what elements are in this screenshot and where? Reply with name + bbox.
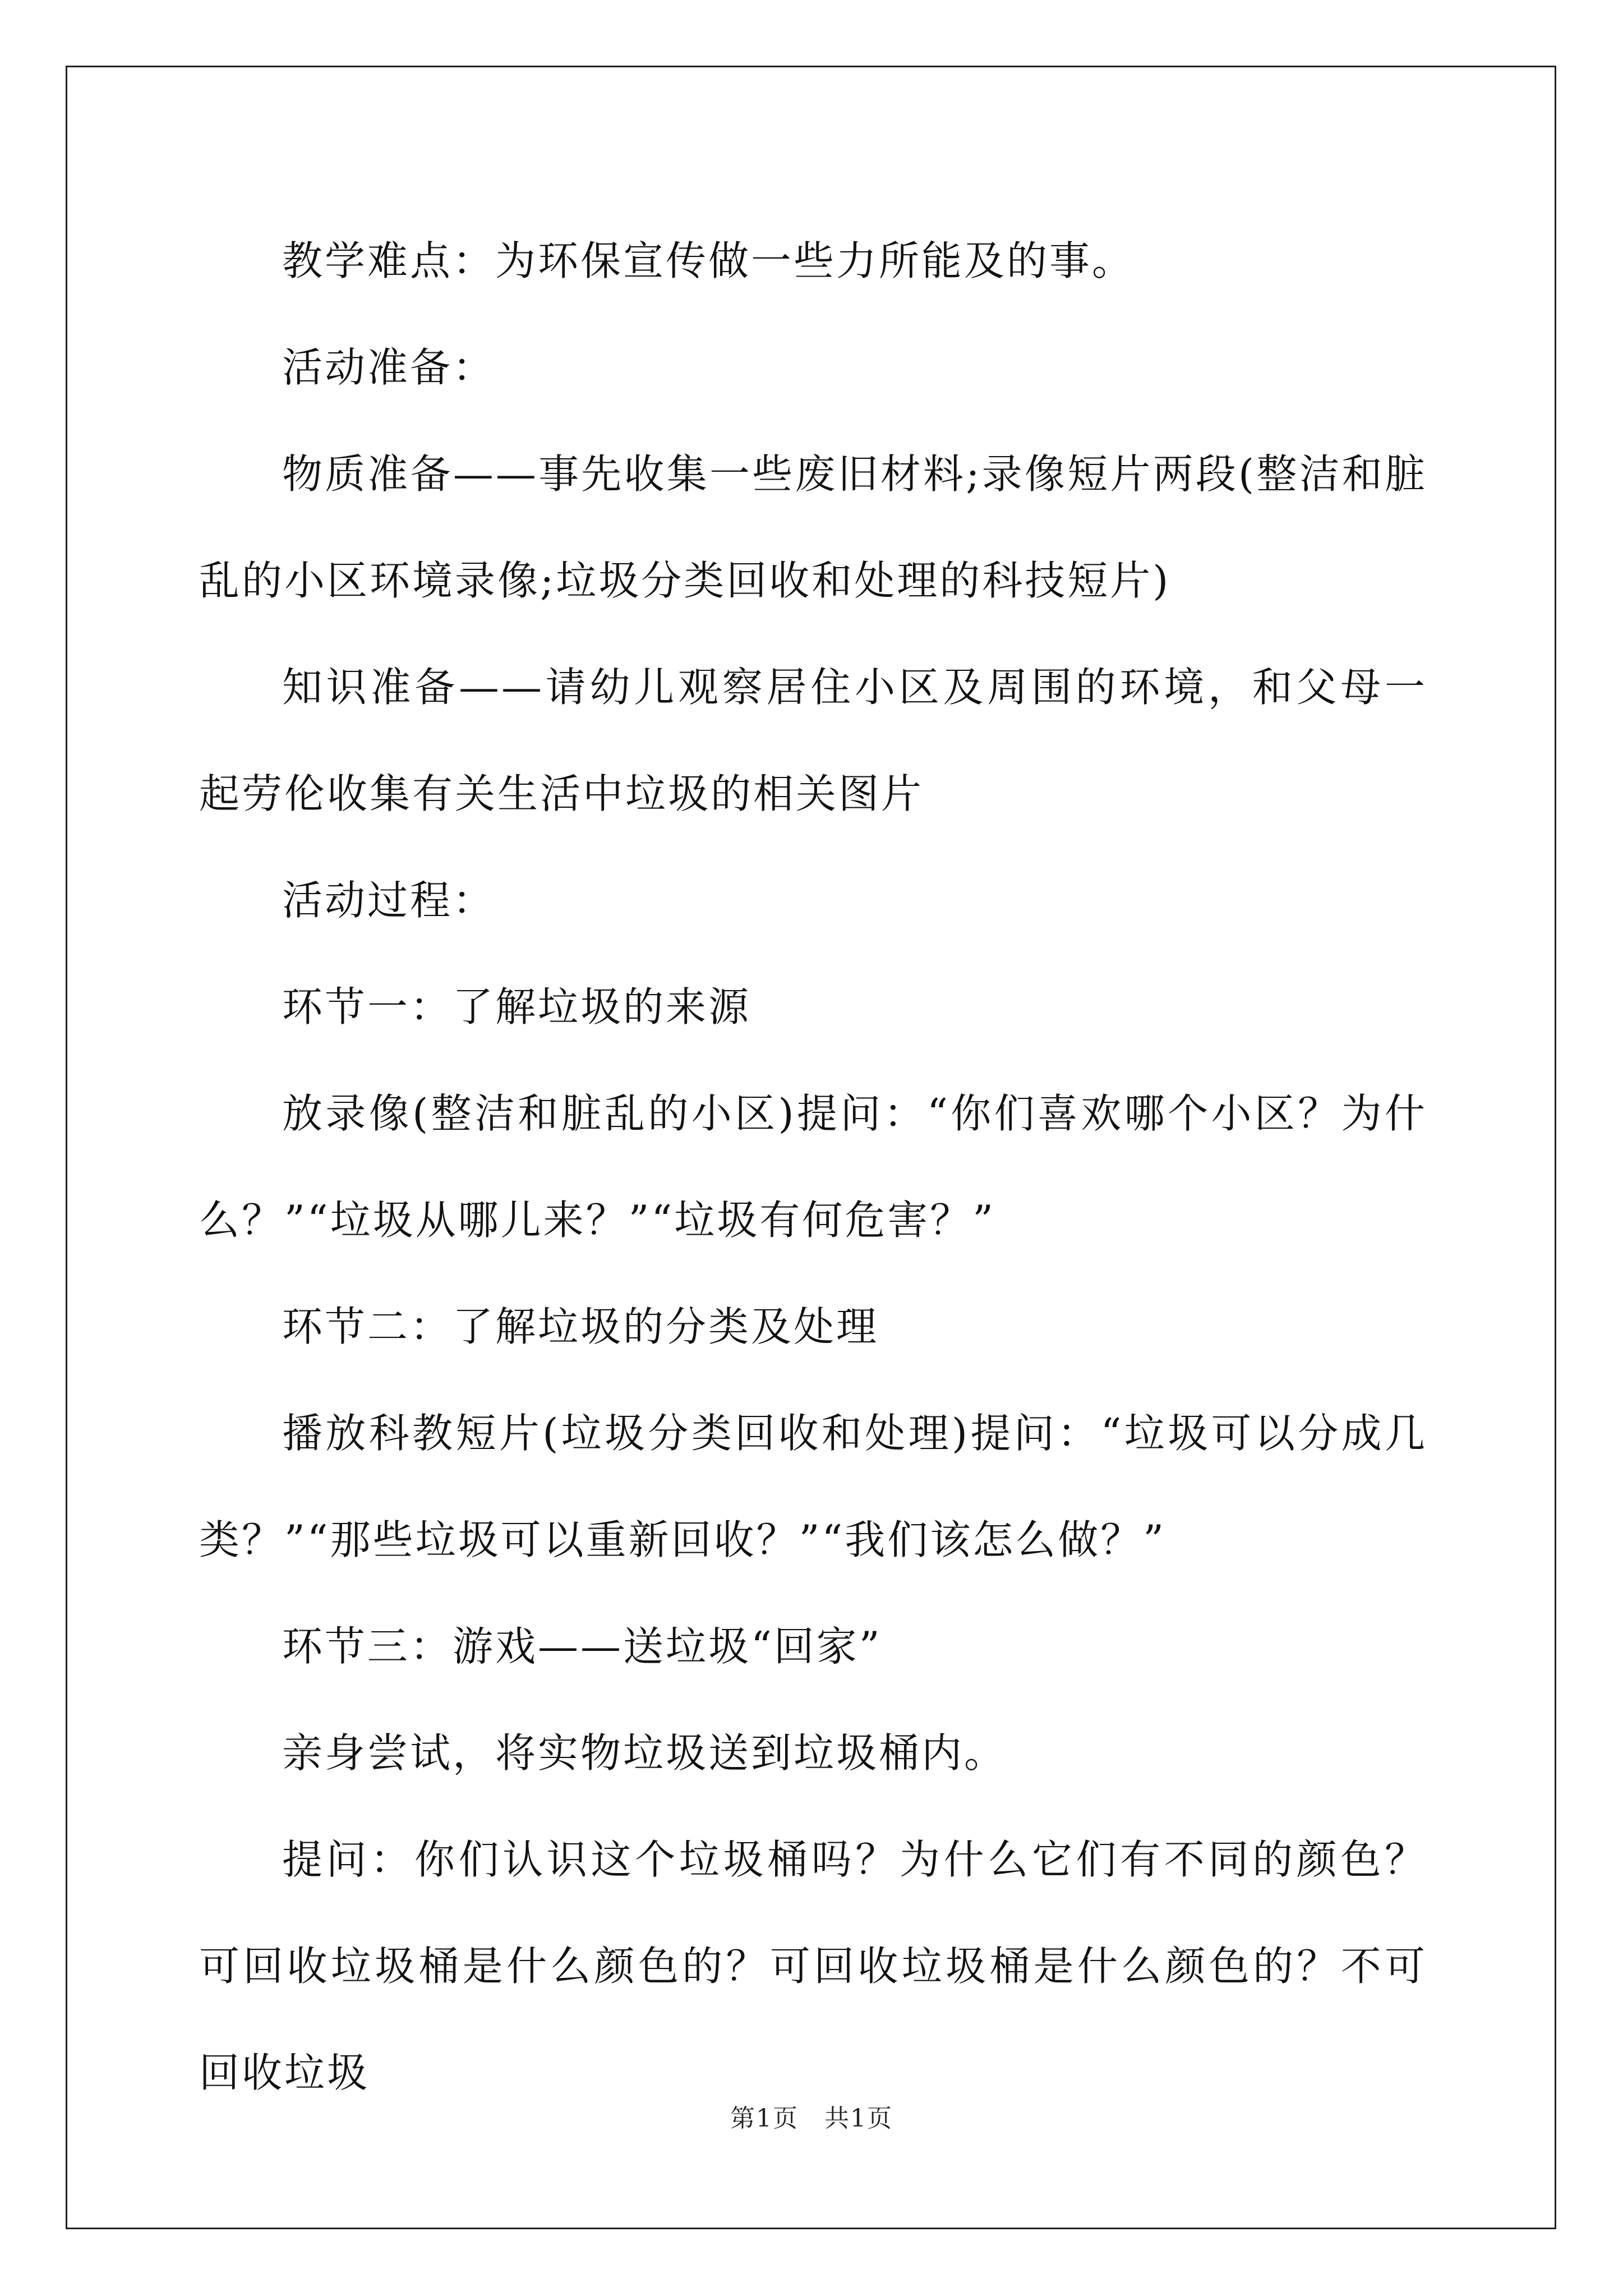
- paragraph-step-two: 环节二：了解垃圾的分类及处理: [282, 1303, 879, 1350]
- page-number-footer: 第1页 共1页: [730, 2104, 893, 2133]
- document-body: [199, 208, 1427, 2126]
- paragraph-knowledge-preparation: 知识准备——请幼儿观察居住小区及周围的环境，和父母一起劳伦收集有关生活中垃圾的相关图片: [199, 664, 1427, 817]
- paragraph-activity-preparation: 活动准备：: [282, 344, 496, 391]
- paragraph-step-one: 环节一：了解垃圾的来源: [282, 983, 751, 1030]
- paragraph-bin-questions: 提问：你们认识这个垃圾桶吗？为什么它们有不同的颜色？可回收垃圾桶是什么颜色的？可回收垃圾桶是什么颜色的？不可回收垃圾: [199, 1836, 1427, 2096]
- paragraph-activity-process: 活动过程：: [282, 877, 496, 924]
- paragraph-step-three: 环节三：游戏——送垃圾“回家”: [282, 1623, 882, 1670]
- paragraph-teaching-difficulty: 教学难点：为环保宣传做一些力所能及的事。: [282, 237, 1135, 284]
- paragraph-video-questions: 放录像(整洁和脏乱的小区)提问：“你们喜欢哪个小区？为什么？”“垃圾从哪儿来？”“垃圾有何危害？”: [199, 1090, 1427, 1244]
- paragraph-hands-on-trial: 亲身尝试，将实物垃圾送到垃圾桶内。: [282, 1729, 1007, 1777]
- paragraph-science-video-questions: 播放科教短片(垃圾分类回收和处理)提问：“垃圾可以分成几类？”“那些垃圾可以重新回收？”“我们该怎么做？”: [199, 1410, 1427, 1563]
- paragraph-material-preparation: 物质准备——事先收集一些废旧材料;录像短片两段(整洁和脏乱的小区环境录像;垃圾分类回收和处理的科技短片): [199, 450, 1427, 604]
